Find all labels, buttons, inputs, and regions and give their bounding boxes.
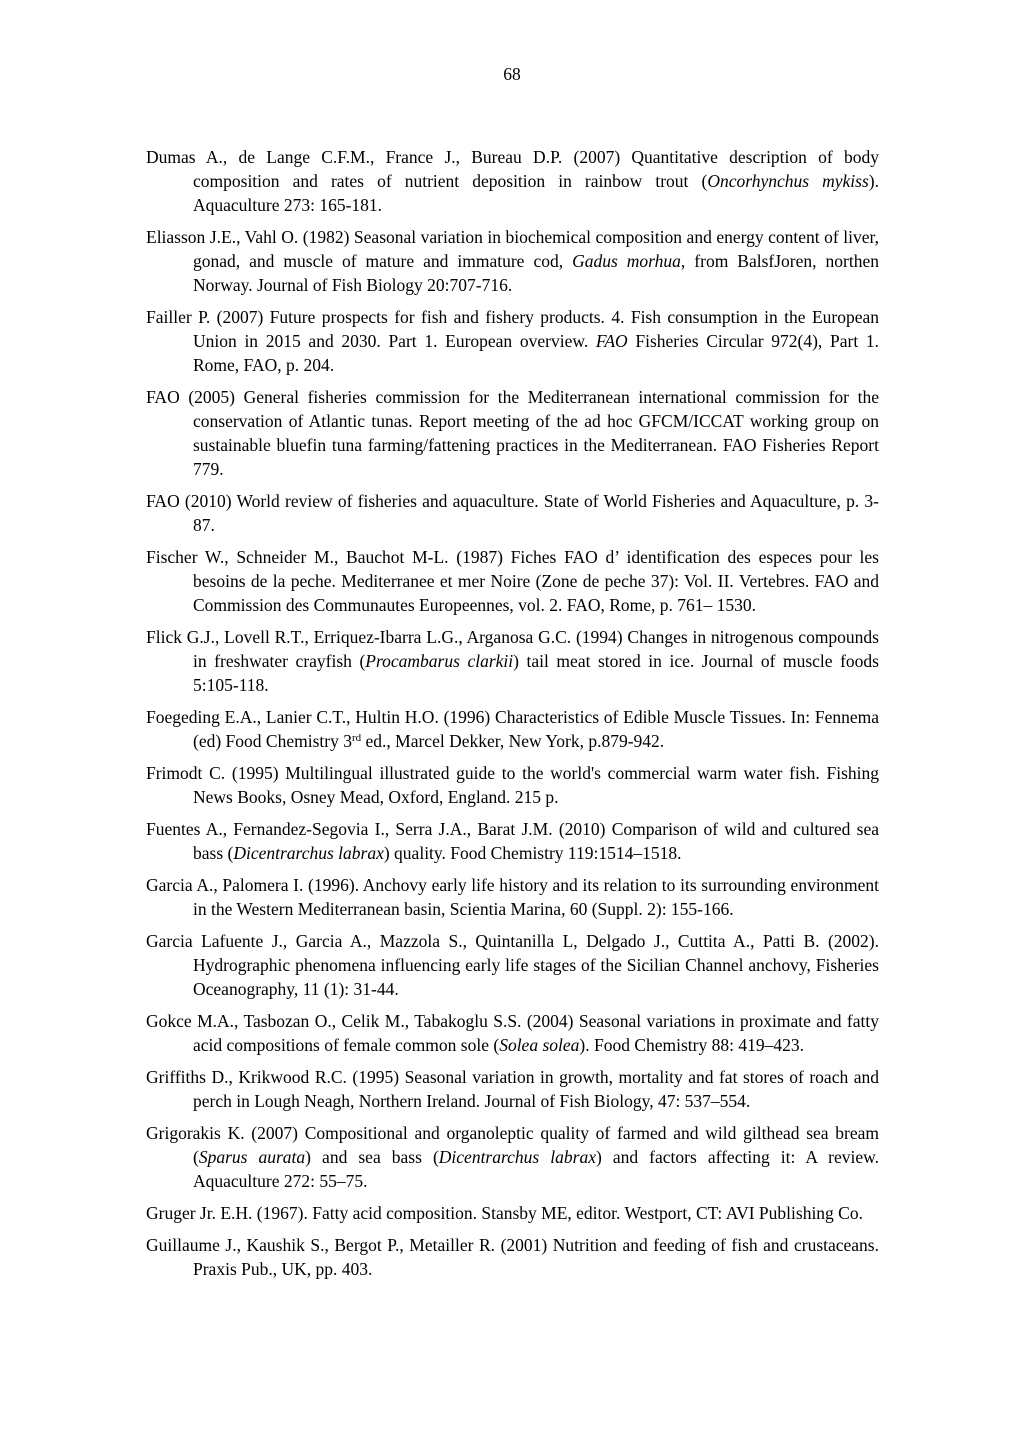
reference-entry	[146, 929, 879, 1001]
reference-entry	[146, 1233, 879, 1281]
reference-text: FAO (2005) General fisheries commission for the Mediterranean international commission for the conservation of Atlantic tunas. Report meeting of the ad hoc GFCM/ICCAT working group on sustainable bluefin tuna farming/fattening practices in the Mediterranean. FAO Fisheries Report 779.	[146, 387, 879, 479]
italic-text: FAO	[595, 331, 628, 351]
superscript-text: rd	[351, 732, 362, 744]
italic-text: Oncorhynchus mykiss	[707, 171, 869, 191]
reference-text: , from BalsfJoren, northen Norway. Journal of Fish Biology 20:707-716.	[193, 251, 879, 295]
reference-text: Garcia A., Palomera I. (1996). Anchovy early life history and its relation to its surrounding environment in the Western Mediterranean basin, Scientia Marina, 60 (Suppl. 2): 155-166.	[146, 875, 879, 919]
italic-text: Dicentrarchus labrax	[233, 843, 384, 863]
reference-text: Fisheries Circular 972(4), Part 1. Rome, FAO, p. 204.	[193, 331, 879, 375]
reference-text: Fuentes A., Fernandez-Segovia I., Serra J.A., Barat J.M. (2010) Comparison of wild and cultured sea bass (	[146, 819, 879, 863]
reference-text: Failler P. (2007) Future prospects for fish and fishery products. 4. Fish consumption in the European Union in 2015 and 2030. Part 1. European overview.	[146, 307, 879, 351]
reference-text: Dumas A., de Lange C.F.M., France J., Bureau D.P. (2007) Quantitative description of body composition and rates of nutrient deposition in rainbow trout (	[146, 147, 879, 191]
reference-text: Guillaume J., Kaushik S., Bergot P., Metailler R. (2001) Nutrition and feeding of fish and crustaceans. Praxis Pub., UK, pp. 403.	[146, 1235, 879, 1279]
reference-entry	[146, 817, 879, 865]
reference-entry	[146, 1121, 879, 1193]
reference-entry	[146, 1009, 879, 1057]
reference-text: ) and factors affecting it: A review. Aquaculture 272: 55–75.	[193, 1147, 879, 1191]
reference-text: Garcia Lafuente J., Garcia A., Mazzola S., Quintanilla L, Delgado J., Cuttita A., Patti B. (2002). Hydrographic phenomena influencing early life stages of the Sicilian Channel anchovy, Fisheries Oceanography, 11 (1): 31-44.	[146, 931, 879, 999]
reference-entry	[146, 385, 879, 481]
reference-text: Flick G.J., Lovell R.T., Erriquez-Ibarra L.G., Arganosa G.C. (1994) Changes in nitrogenous compounds in freshwater crayfish (	[146, 627, 879, 671]
italic-text: Dicentrarchus labrax	[438, 1147, 596, 1167]
reference-text: ) tail meat stored in ice. Journal of muscle foods 5:105-118.	[193, 651, 879, 695]
page-number: 68	[503, 64, 521, 84]
reference-text: Eliasson J.E., Vahl O. (1982) Seasonal variation in biochemical composition and energy content of liver, gonad, and muscle of mature and immature cod,	[146, 227, 879, 271]
reference-entry	[146, 489, 879, 537]
reference-entry	[146, 545, 879, 617]
reference-entry	[146, 145, 879, 217]
reference-text: Grigorakis K. (2007) Compositional and organoleptic quality of farmed and wild gilthead sea bream (	[146, 1123, 879, 1167]
italic-text: Procambarus clarkii	[365, 651, 514, 671]
italic-text: Solea solea	[499, 1035, 580, 1055]
reference-text: ed., Marcel Dekker, New York, p.879-942.	[361, 731, 665, 751]
reference-text: Griffiths D., Krikwood R.C. (1995) Seasonal variation in growth, mortality and fat stores of roach and perch in Lough Neagh, Northern Ireland. Journal of Fish Biology, 47: 537–554.	[146, 1067, 879, 1111]
reference-entry	[146, 705, 879, 753]
reference-text: Frimodt C. (1995) Multilingual illustrated guide to the world's commercial warm water fish. Fishing News Books, Osney Mead, Oxford, England. 215 p.	[146, 763, 879, 807]
reference-text: Gokce M.A., Tasbozan O., Celik M., Tabakoglu S.S. (2004) Seasonal variations in proximate and fatty acid compositions of female common sole (	[146, 1011, 879, 1055]
reference-text: ). Food Chemistry 88: 419–423.	[579, 1035, 804, 1055]
reference-entry	[146, 305, 879, 377]
reference-entry	[146, 1201, 879, 1225]
reference-text: Foegeding E.A., Lanier C.T., Hultin H.O. (1996) Characteristics of Edible Muscle Tissues. In: Fennema (ed) Food Chemistry 3	[146, 707, 879, 751]
reference-text: ). Aquaculture 273: 165-181.	[193, 171, 879, 215]
reference-text: FAO (2010) World review of fisheries and aquaculture. State of World Fisheries and Aquaculture, p. 3-87.	[146, 491, 879, 535]
reference-entry	[146, 761, 879, 809]
reference-entry	[146, 873, 879, 921]
reference-entry	[146, 625, 879, 697]
reference-entry	[146, 225, 879, 297]
reference-text: ) quality. Food Chemistry 119:1514–1518.	[383, 843, 682, 863]
reference-list	[146, 145, 879, 1289]
reference-text: Fischer W., Schneider M., Bauchot M-L. (1987) Fiches FAO d’ identification des especes pour les besoins de la peche. Mediterranee et mer Noire (Zone de peche 37): Vol. II. Vertebres. FAO and Commission des Communautes Europeennes, vol. 2. FAO, Rome, p. 761– 1530.	[146, 547, 879, 615]
reference-text: Gruger Jr. E.H. (1967). Fatty acid composition. Stansby ME, editor. Westport, CT: AVI Publishing Co.	[146, 1203, 863, 1223]
italic-text: Gadus morhua	[572, 251, 681, 271]
italic-text: Sparus aurata	[198, 1147, 306, 1167]
reference-text: ) and sea bass (	[305, 1147, 439, 1167]
reference-entry	[146, 1065, 879, 1113]
